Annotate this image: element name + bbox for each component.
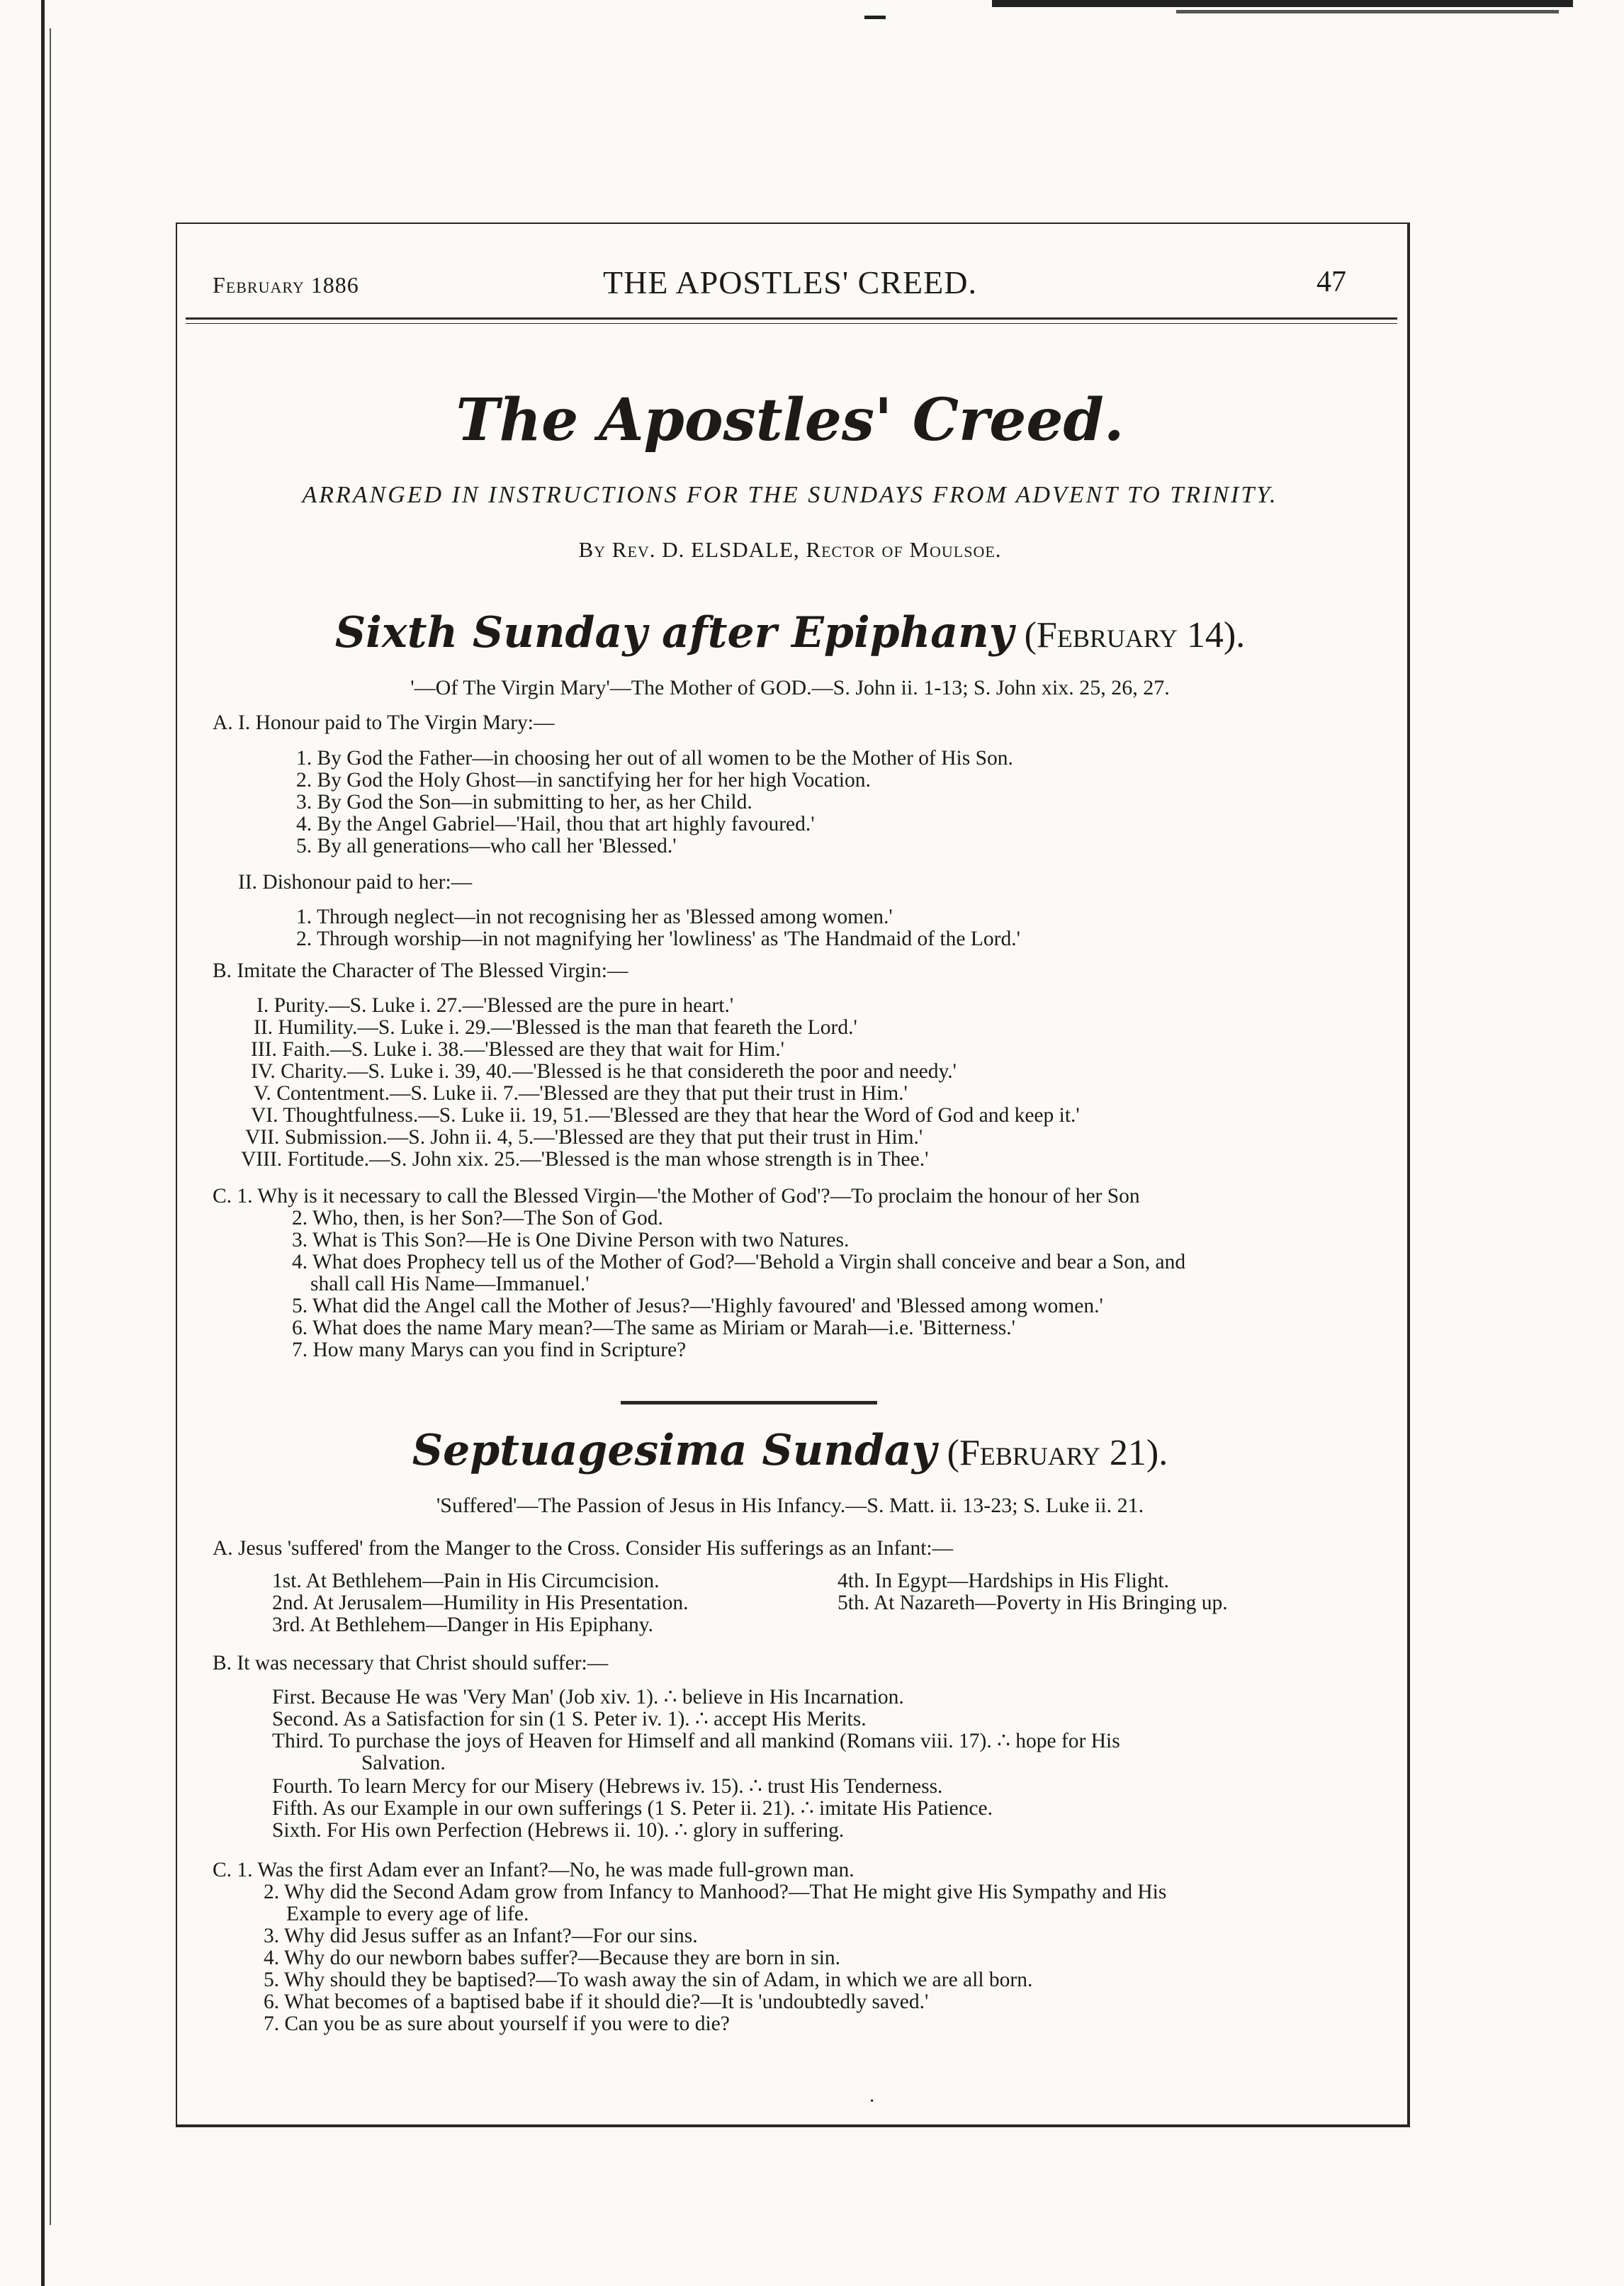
running-head-title: THE APOSTLES' CREED. (603, 264, 977, 300)
outline-line: 3rd. At Bethlehem—Danger in His Epiphany. (272, 1614, 654, 1636)
section-reference: '—Of The Virgin Mary'—The Mother of GOD.—S. John ii. 1-13; S. John xix. 25, 26, 27. (410, 676, 1170, 699)
running-head (205, 262, 1375, 312)
section-heading-text: Septuagesima Sunday (412, 1426, 937, 1475)
outline-line: 2. Through worship—in not magnifying her 'lowliness' as 'The Handmaid of the Lord.' (296, 928, 1020, 950)
outline-line: shall call His Name—Immanuel.' (310, 1273, 590, 1295)
outline-line: I. Purity.—S. Luke i. 27.—'Blessed are the pure in heart.' (256, 994, 734, 1017)
outline-line: C. 1. Was the first Adam ever an Infant?—No, he was made full-grown man. (213, 1859, 855, 1881)
page-title: The Apostles' Creed. (456, 386, 1124, 454)
outline-line: 1. Through neglect—in not recognising her as 'Blessed among women.' (296, 906, 893, 928)
outline-line: 1. By God the Father—in choosing her out of all women to be the Mother of His Son. (296, 747, 1013, 770)
outline-line: 2nd. At Jerusalem—Humility in His Presentation. (272, 1592, 689, 1614)
outline-line: 7. Can you be as sure about yourself if you were to die? (264, 2012, 730, 2035)
outline-line: Third. To purchase the joys of Heaven for Himself and all mankind (Romans viii. 17). ∴ hope for His (272, 1730, 1120, 1752)
outline-line: Second. As a Satisfaction for sin (1 S. Peter iv. 1). ∴ accept His Merits. (272, 1708, 867, 1730)
outline-line: II. Humility.—S. Luke i. 29.—'Blessed is the man that feareth the Lord.' (254, 1016, 857, 1039)
outline-line: 2. Who, then, is her Son?—The Son of God. (292, 1207, 663, 1229)
header-rule (186, 317, 1397, 320)
header-rule-thin (186, 323, 1397, 324)
outline-line: Fifth. As our Example in our own sufferings (1 S. Peter ii. 21). ∴ imitate His Patience. (272, 1797, 993, 1820)
section-heading-sixth-sunday (205, 608, 1375, 658)
scan-mark (992, 0, 1573, 7)
outline-line: Example to every age of life. (286, 1903, 529, 1925)
section-divider (621, 1401, 877, 1404)
outline-line: B. It was necessary that Christ should suffer:— (213, 1652, 609, 1674)
scan-mark (864, 16, 886, 19)
outline-line: III. Faith.—S. Luke i. 38.—'Blessed are they that wait for Him.' (251, 1038, 784, 1061)
page-number: 47 (1316, 266, 1346, 298)
outline-line: Sixth. For His own Perfection (Hebrews ii. 10). ∴ glory in suffering. (272, 1819, 845, 1842)
author-line: By Rev. D. ELSDALE, Rector of Moulsoe. (578, 537, 1002, 562)
running-head-date: February 1886 (213, 272, 359, 298)
outline-line: 4. By the Angel Gabriel—'Hail, thou that art highly favoured.' (296, 813, 815, 835)
outline-line: 7. How many Marys can you find in Scripture? (292, 1339, 687, 1361)
section-heading-date: (February 21). (947, 1433, 1168, 1473)
outline-line: II. Dishonour paid to her:— (238, 871, 473, 894)
page-binding-edge (41, 0, 45, 2286)
outline-line: VIII. Fortitude.—S. John xix. 25.—'Blessed is the man whose strength is in Thee.' (241, 1148, 929, 1171)
outline-line: 2. By God the Holy Ghost—in sanctifying her for her high Vocation. (296, 769, 871, 792)
outline-line: C. 1. Why is it necessary to call the Blessed Virgin—'the Mother of God'?—To proclaim the honour of her Son (213, 1185, 1140, 1207)
outline-line: Fourth. To learn Mercy for our Misery (Hebrews iv. 15). ∴ trust His Tenderness. (272, 1775, 943, 1798)
outline-line: 5. By all generations—who call her 'Blessed.' (296, 835, 677, 857)
outline-line: 6. What does the name Mary mean?—The same as Miriam or Marah—i.e. 'Bitterness.' (292, 1317, 1015, 1339)
outline-line: 5. Why should they be baptised?—To wash away the sin of Adam, in which we are all born. (264, 1969, 1033, 1991)
footer-mark: · (869, 2090, 876, 2112)
section-heading-date: (February 14). (1024, 615, 1246, 655)
scan-mark (1176, 10, 1559, 13)
page-binding-edge-inner (50, 28, 51, 2225)
outline-line: VI. Thoughtfulness.—S. Luke ii. 19, 51.—'Blessed are they that hear the Word of God and keep it.' (251, 1104, 1080, 1127)
outline-line: A. Jesus 'suffered' from the Manger to the Cross. Consider His sufferings as an Infant:— (213, 1537, 954, 1560)
outline-line: 4. Why do our newborn babes suffer?—Because they are born in sin. (264, 1947, 841, 1969)
outline-line: 5th. At Nazareth—Poverty in His Bringing up. (838, 1592, 1228, 1614)
subtitle: ARRANGED IN INSTRUCTIONS FOR THE SUNDAYS FROM ADVENT TO TRINITY. (302, 482, 1278, 508)
section-heading-septuagesima (205, 1426, 1375, 1475)
outline-line: 5. What did the Angel call the Mother of Jesus?—'Highly favoured' and 'Blessed among women.' (292, 1295, 1103, 1317)
outline-line: B. Imitate the Character of The Blessed Virgin:— (213, 959, 628, 982)
outline-line: 4th. In Egypt—Hardships in His Flight. (838, 1570, 1169, 1592)
outline-line: First. Because He was 'Very Man' (Job xiv. 1). ∴ believe in His Incarnation. (272, 1686, 904, 1708)
section-heading-text: Sixth Sunday after Epiphany (334, 608, 1014, 658)
outline-line: 6. What becomes of a baptised babe if it should die?—It is 'undoubtedly saved.' (264, 1991, 929, 2013)
outline-line: V. Contentment.—S. Luke ii. 7.—'Blessed are they that put their trust in Him.' (254, 1082, 908, 1105)
outline-line: 3. By God the Son—in submitting to her, as her Child. (296, 791, 752, 813)
outline-line: 3. What is This Son?—He is One Divine Person with two Natures. (292, 1229, 850, 1251)
outline-line: IV. Charity.—S. Luke i. 39, 40.—'Blessed is he that considereth the poor and needy.' (251, 1060, 957, 1083)
section-reference: 'Suffered'—The Passion of Jesus in His Infancy.—S. Matt. ii. 13-23; S. Luke ii. 21. (436, 1494, 1144, 1517)
outline-line: VII. Submission.—S. John ii. 4, 5.—'Blessed are they that put their trust in Him.' (245, 1126, 923, 1149)
outline-line: 3. Why did Jesus suffer as an Infant?—For our sins. (264, 1925, 698, 1947)
outline-line: 2. Why did the Second Adam grow from Infancy to Manhood?—That He might give His Sympathy and His (264, 1881, 1167, 1903)
outline-line: 4. What does Prophecy tell us of the Mother of God?—'Behold a Virgin shall conceive and bear a Son, and (292, 1251, 1186, 1273)
outline-line: Salvation. (361, 1752, 446, 1774)
outline-line: 1st. At Bethlehem—Pain in His Circumcision. (272, 1570, 660, 1592)
outline-line: A. I. Honour paid to The Virgin Mary:— (213, 711, 555, 734)
